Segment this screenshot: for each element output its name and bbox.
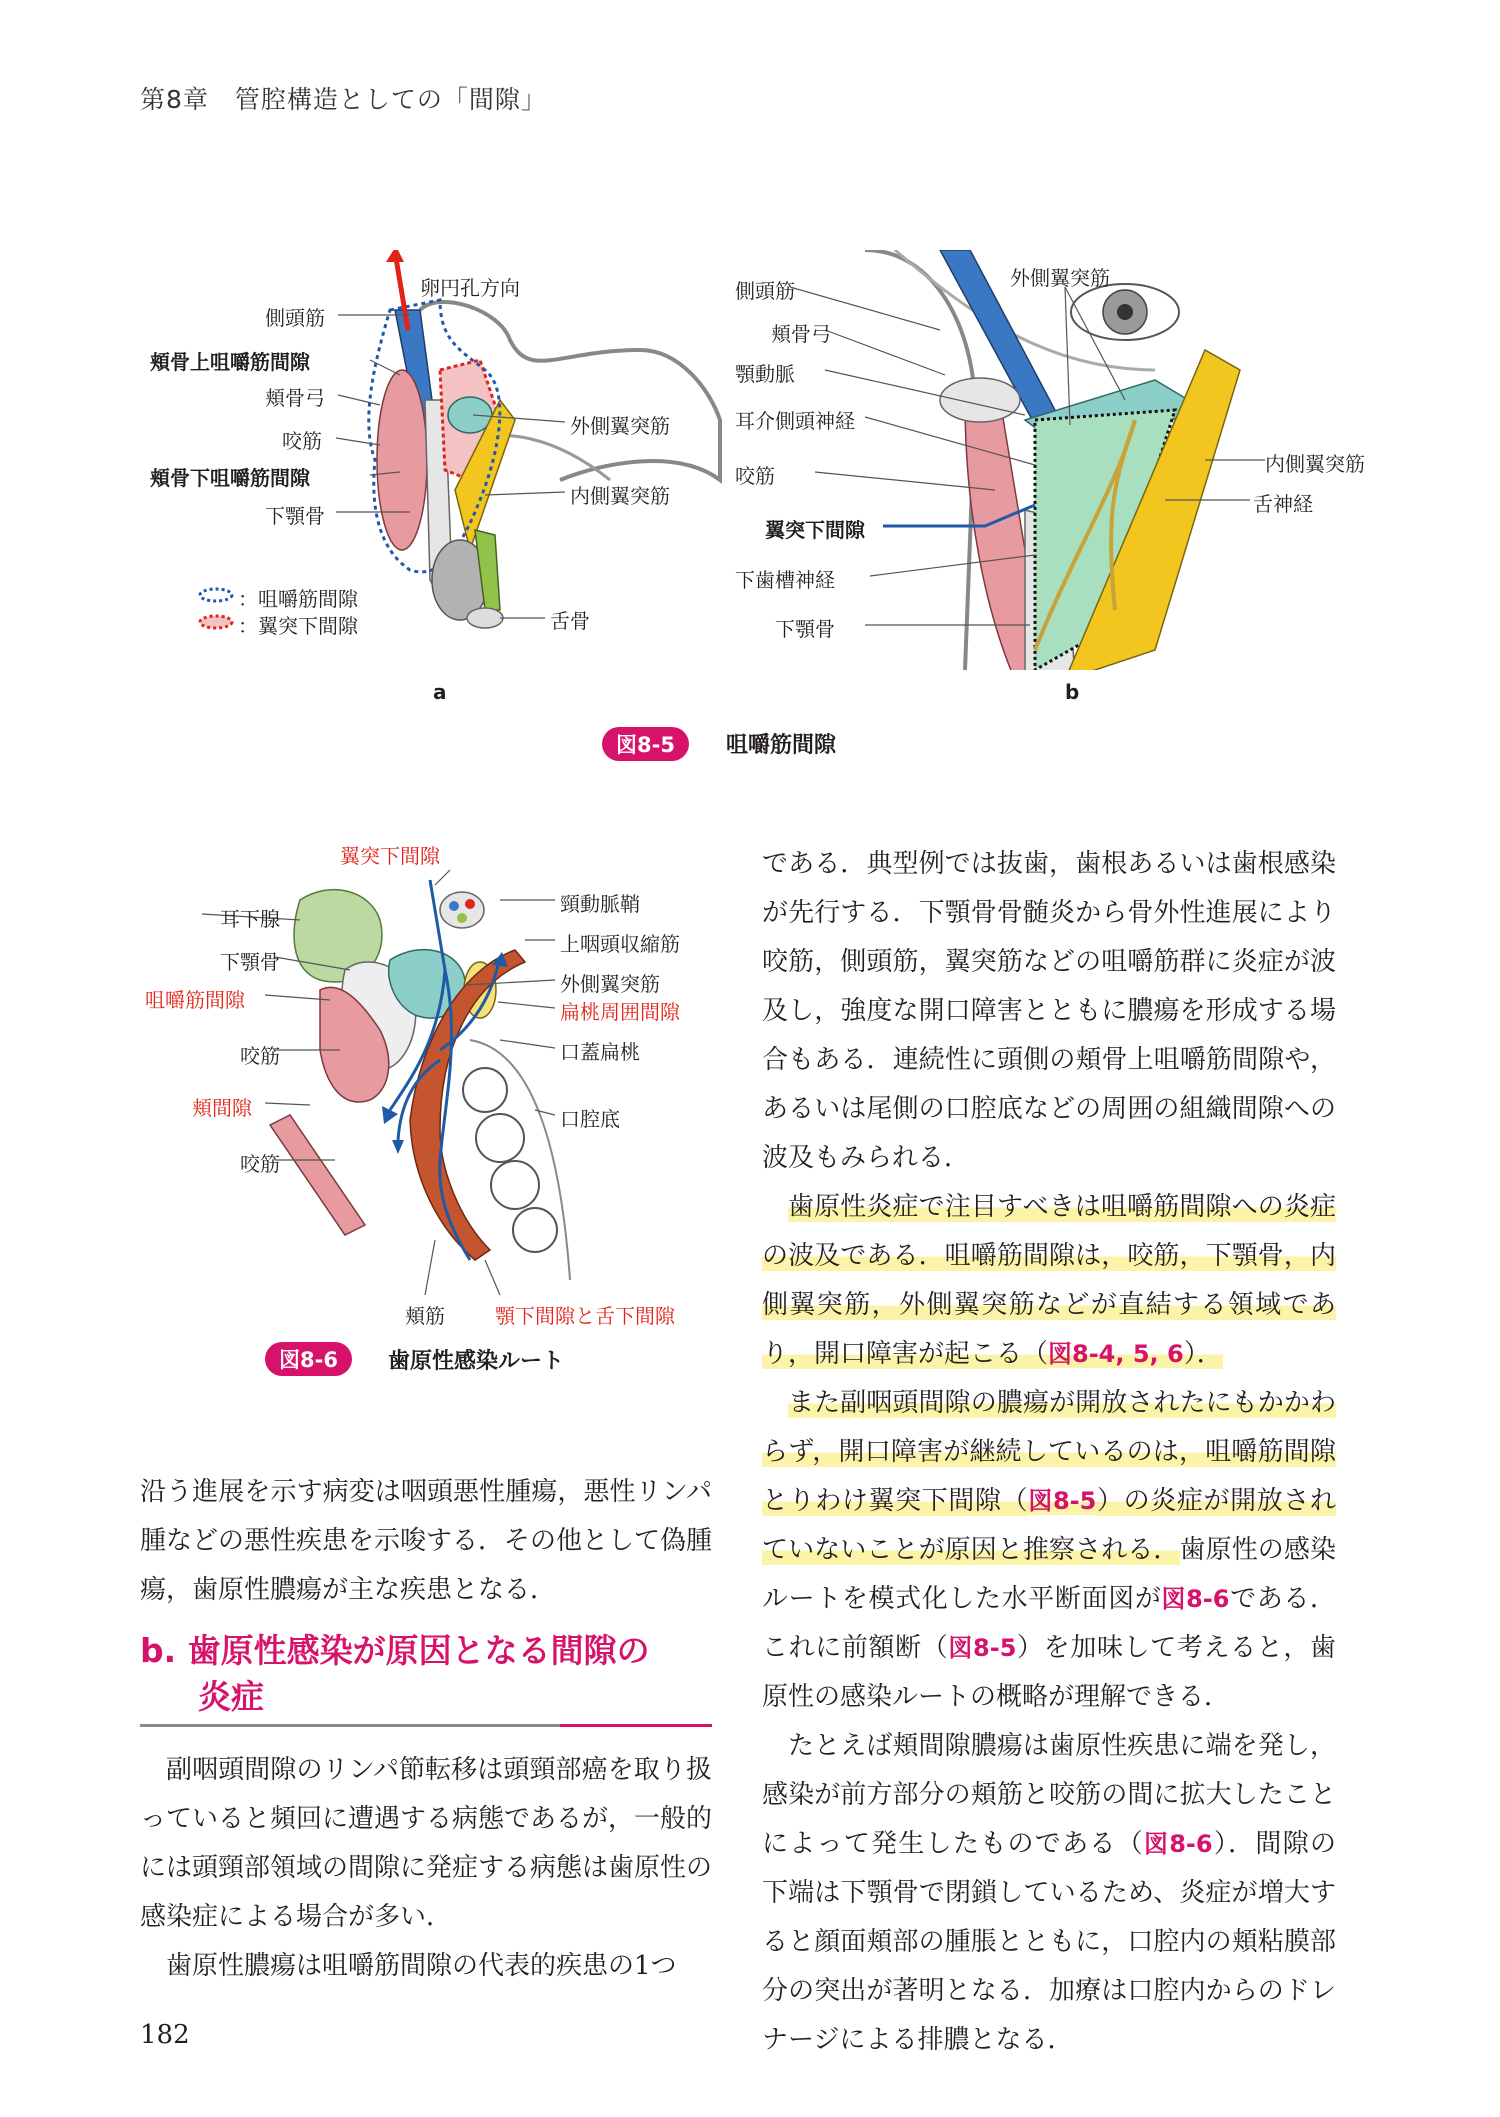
- caption-badge-8-5: 図8-5: [602, 727, 689, 761]
- label-hyoid: 舌骨: [550, 609, 590, 633]
- label-buccal-space: 頬間隙: [192, 1096, 252, 1120]
- text-3e: ）を加味して考えると，歯原性の感染ルートの概略が理解できる．: [762, 1633, 1336, 1712]
- ref-fig-8-5-b[interactable]: 図8-5: [948, 1634, 1017, 1662]
- highlight-2b: ）．: [1183, 1339, 1223, 1369]
- label-auriculotemporal: 耳介側頭神経: [735, 409, 855, 433]
- label-arch: 頬骨弓: [265, 386, 325, 410]
- label-tonsil: 口蓋扁桃: [560, 1040, 640, 1064]
- ref-fig-8-4-5-6[interactable]: 図8-4, 5, 6: [1048, 1340, 1184, 1368]
- label-mandible-6: 下顎骨: [220, 950, 280, 974]
- panel-a: a: [433, 680, 447, 704]
- left-para-0: 沿う進展を示す病変は咽頭悪性腫瘍，悪性リンパ腫などの悪性疾患を示唆する．その他として偽腫瘍，歯原性膿瘍が主な疾患となる．: [140, 1477, 713, 1605]
- label-masseter-b: 咬筋: [735, 464, 775, 488]
- left-body: [140, 1746, 712, 1991]
- caption-badge-8-6: 図8-6: [265, 1342, 352, 1376]
- right-para-2: [762, 1183, 1336, 1379]
- label-constrictor: 上咽頭収縮筋: [560, 932, 680, 956]
- label-buccinator: 頬筋: [405, 1304, 445, 1328]
- label-masseter-6b: 咬筋: [240, 1152, 280, 1176]
- label-med-pter-b: 内側翼突筋: [1265, 452, 1365, 476]
- label-floor: 口腔底: [560, 1107, 620, 1131]
- label-mandible-b: 下顎骨: [775, 617, 835, 641]
- ref-fig-8-6-a[interactable]: 図8-6: [1161, 1585, 1230, 1613]
- right-para-4: [762, 1722, 1336, 2065]
- label-lat-pter-6: 外側翼突筋: [560, 972, 660, 996]
- text-4b: ）．間隙の下端は下顎骨で閉鎖しているため、炎症が増大すると顔面頬部の腫脹とともに，口腔内の頬粘膜部分の突出が著明となる．加療は口腔内からのドレナージによる排膿となる．: [762, 1829, 1336, 2055]
- figure-8-6: [140, 840, 720, 1330]
- label-med-pterygoid: 内側翼突筋: [570, 484, 670, 508]
- right-para-1: である．典型例では抜歯，歯根あるいは歯根感染が先行する．下顎骨骨髄炎から骨外性進展により咬筋，側頭筋，翼突筋などの咀嚼筋群に炎症が波及し，強度な開口障害とともに膿瘍を形成する場合もある．連続性に頭側の頬骨上咀嚼筋間隙や，あるいは尾側の口腔底などの周囲の組織間隙への波及もみられる．: [762, 849, 1336, 1173]
- ref-fig-8-5[interactable]: 図8-5: [1028, 1487, 1097, 1515]
- caption-text-8-6: 歯原性感染ルート: [388, 1349, 565, 1374]
- label-inf-alveolar: 下歯槽神経: [735, 568, 835, 592]
- label-temporal-b: 側頭筋: [735, 279, 795, 303]
- label-carotid-sheath: 頸動脈鞘: [560, 892, 640, 916]
- label-pterygomandibular: 翼突下間隙: [765, 518, 865, 542]
- section-heading-line2: 炎症: [198, 1677, 264, 1716]
- label-pterygo-6: 翼突下間隙: [340, 844, 440, 868]
- label-masseter: 咬筋: [282, 429, 322, 453]
- text-3d: である．これに前額断（: [762, 1584, 1336, 1663]
- figure-8-5a: [140, 250, 740, 704]
- figure-8-5b: [735, 250, 1375, 704]
- legend-pterygo: ：翼突下間隙: [238, 614, 358, 638]
- section-heading-line1: b. 歯原性感染が原因となる間隙の: [140, 1631, 650, 1670]
- section-heading: [140, 1628, 710, 1720]
- left-para-2: 歯原性膿瘍は咀嚼筋間隙の代表的疾患の1つ: [166, 1951, 677, 1981]
- left-para-1: 副咽頭間隙のリンパ節転移は頭頸部癌を取り扱っていると頻回に遭遇する病態であるが，一般的には頭頸部領域の間隙に発症する病態は歯原性の感染症による場合が多い．: [140, 1755, 713, 1932]
- figure-8-5a-drawing: [140, 250, 740, 670]
- label-masseter-6a: 咬筋: [240, 1044, 280, 1068]
- label-lingual-nerve: 舌神経: [1253, 492, 1313, 516]
- label-lat-pter-b: 外側翼突筋: [1010, 266, 1110, 290]
- right-para-3: [762, 1379, 1336, 1722]
- text-3c: 歯原性の感染ルートを模式化した水平断面図が: [762, 1535, 1336, 1614]
- running-header: 第8章 管腔構造としての「間隙」: [140, 85, 547, 114]
- label-lat-pterygoid: 外側翼突筋: [570, 414, 670, 438]
- left-para-continued: [140, 1468, 712, 1615]
- legend-masticator: ：咀嚼筋間隙: [238, 587, 358, 611]
- label-temporal: 側頭筋: [265, 306, 325, 330]
- highlight-2a: 歯原性炎症で注目すべきは咀嚼筋間隙への炎症の波及である．咀嚼筋間隙は，咬筋，下顎骨，内側翼突筋，外側翼突筋などが直結する領域であり，開口障害が起こる（: [762, 1192, 1336, 1369]
- label-masticator-6: 咀嚼筋間隙: [145, 988, 245, 1012]
- label-infra-space: 頬骨下咀嚼筋間隙: [150, 466, 310, 490]
- highlight-3b: ）の炎症が開放されていないことが原因と推察される．: [762, 1486, 1336, 1565]
- text-4a: たとえば頬間隙膿瘍は歯原性疾患に端を発し，感染が前方部分の頬筋と咬筋の間に拡大したことによって発生したものである（: [762, 1731, 1336, 1859]
- label-foramen-ovale: 卵円孔方向: [420, 276, 520, 300]
- ref-fig-8-6-b[interactable]: 図8-6: [1143, 1830, 1213, 1858]
- right-body: [762, 840, 1336, 2065]
- caption-text-8-5: 咀嚼筋間隙: [726, 733, 837, 758]
- label-maxillary-artery: 顎動脈: [735, 362, 795, 386]
- label-arch-b: 頬骨弓: [771, 322, 831, 346]
- label-supra-space: 頬骨上咀嚼筋間隙: [150, 350, 310, 374]
- page-number: 182: [140, 2020, 190, 2050]
- label-peritonsillar: 扁桃周囲間隙: [560, 1000, 680, 1024]
- panel-b: b: [1065, 680, 1080, 704]
- label-mandible: 下顎骨: [265, 504, 325, 528]
- label-parotid: 耳下腺: [220, 907, 280, 931]
- label-submandibular: 顎下間隙と舌下間隙: [495, 1304, 675, 1328]
- highlight-3a: また副咽頭間隙の膿瘍が開放されたにもかかわらず，開口障害が継続しているのは，咀嚼筋間隙とりわけ翼突下間隙（: [762, 1388, 1336, 1516]
- section-rule-accent: [560, 1724, 712, 1727]
